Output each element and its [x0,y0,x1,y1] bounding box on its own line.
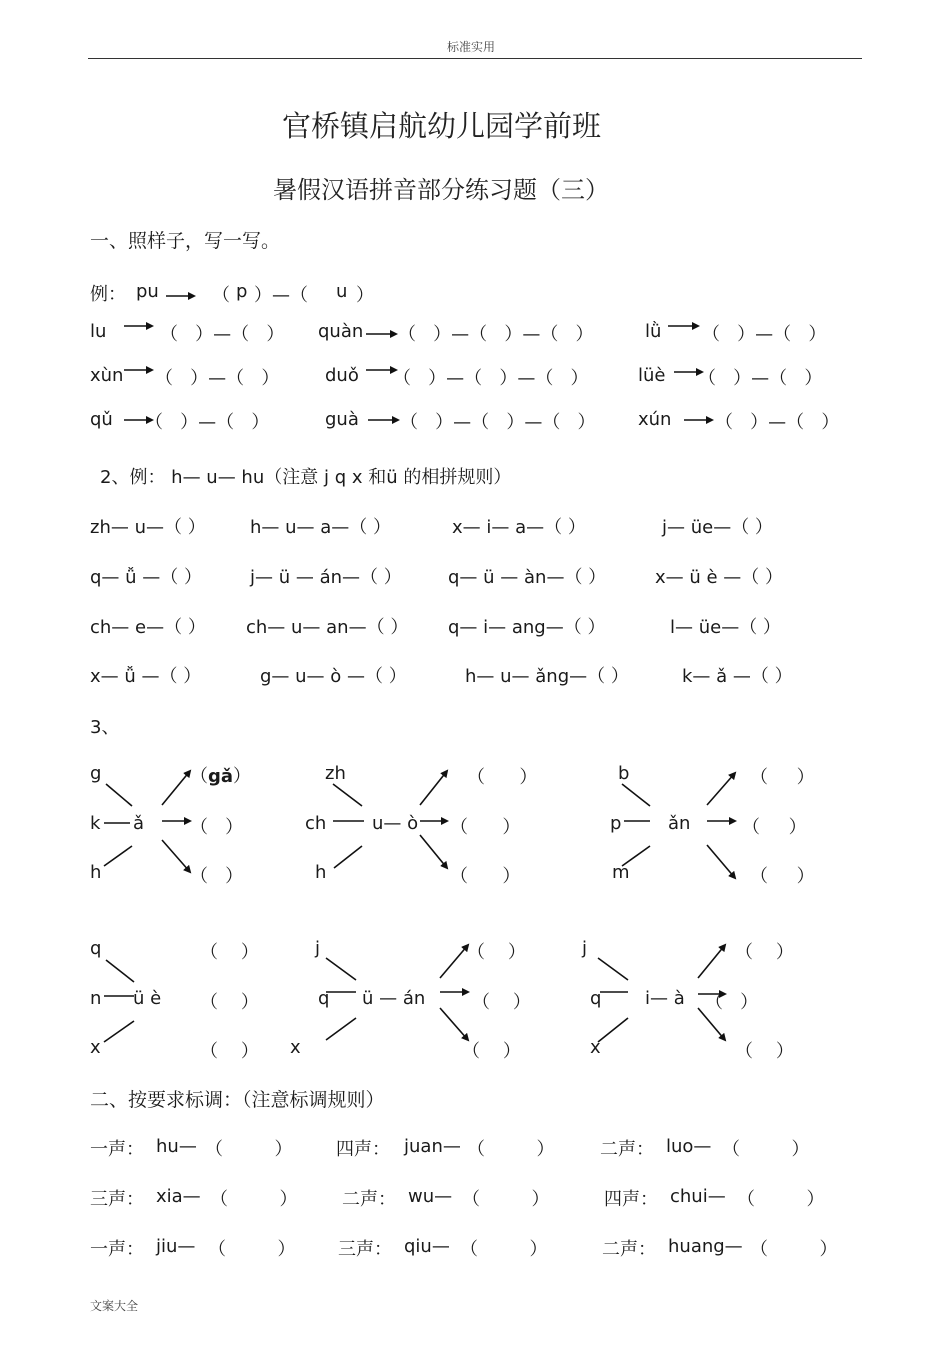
tone-r1c2-blank[interactable]: （ ） [467,1139,555,1160]
g6-answer-3[interactable]: （ ） [735,1041,794,1062]
blanks-r1c1[interactable]: （ ）—（ ） [160,324,285,345]
g2-answer-2[interactable]: （ ） [450,817,521,838]
g1-initial-3: h [90,862,102,883]
tone-r1c3-syl: luo— [666,1136,712,1157]
spell-r2c4[interactable]: x— ü è —（ ） [655,567,784,588]
blanks-r3c3[interactable]: （ ）—（ ） [715,412,840,433]
g3-initial-3: m [612,862,630,883]
g1-initial-2: k [90,813,101,834]
g4-final: ü è [133,988,162,1009]
blanks-r3c2[interactable]: （ ）—（ ）—（ ） [400,412,596,433]
g6-answer-2[interactable]: （ ） [705,992,759,1013]
tone-r2c2-label: 二声： [342,1189,396,1210]
tone-r1c3-blank[interactable]: （ ） [722,1139,810,1160]
tone-r2c2-blank[interactable]: （ ） [462,1189,550,1210]
g5-answer-1[interactable]: （ ） [467,942,526,963]
header-rule [88,58,862,59]
tone-r3c1-blank[interactable]: （ ） [208,1239,296,1260]
syllable-r2c1: xùn [90,365,124,386]
section1-heading: 一、照样子，写一写。 [90,230,281,252]
g3-initial-2: p [610,813,622,834]
blanks-r1c2[interactable]: （ ）—（ ）—（ ） [398,324,594,345]
spell-r4c4[interactable]: k— ǎ —（ ） [682,666,793,687]
tone-r1c3-label: 二声： [600,1139,654,1160]
g5-final: ü — án [362,988,426,1009]
tone-r1c1-blank[interactable]: （ ） [205,1139,293,1160]
g2-answer-3[interactable]: （ ） [450,866,521,887]
spell-r2c2[interactable]: j— ü — án—（ ） [250,567,402,588]
tone-r3c1-syl: jiu— [156,1236,196,1257]
g6-initial-3: x [590,1037,601,1058]
g3-answer-2[interactable]: （ ） [742,817,807,838]
g3-answer-3[interactable]: （ ） [750,866,815,887]
g4-answer-3[interactable]: （ ） [200,1041,259,1062]
g4-answer-2[interactable]: （ ） [200,992,259,1013]
spell-r4c2[interactable]: g— u— ò —（ ） [260,666,407,687]
g6-initial-2: q [590,988,602,1009]
g4-answer-1[interactable]: （ ） [200,942,259,963]
example-part-2: u [336,281,348,302]
section2-example: 2、例： h— u— hu（注意 j q x 和ü 的相拼规则） [100,467,512,488]
blanks-r2c3[interactable]: （ ）—（ ） [698,368,823,389]
tone-r1c2-label: 四声： [336,1139,390,1160]
tone-r3c2-syl: qiu— [404,1236,450,1257]
g5-initial-1: j [315,938,321,959]
tone-r1c1-syl: hu— [156,1136,197,1157]
spell-r2c1[interactable]: q— ǚ —（ ） [90,567,202,588]
section3-label: 3、 [90,717,120,738]
g5-initial-2: q [318,988,330,1009]
spell-r2c3[interactable]: q— ü — àn—（ ） [448,567,607,588]
spell-r3c3[interactable]: q— i— ang—（ ） [448,617,606,638]
spell-r3c4[interactable]: l— üe—（ ） [670,617,781,638]
example-close-2: ） [356,285,374,306]
g5-answer-2[interactable]: （ ） [472,992,531,1013]
blanks-r2c1[interactable]: （ ）—（ ） [155,368,280,389]
spell-r1c3[interactable]: x— i— a—（ ） [452,517,586,538]
g3-initial-1: b [618,763,630,784]
syllable-r1c3: lǜ [645,321,662,342]
example-syllable: pu [136,281,159,302]
g5-answer-3[interactable]: （ ） [462,1041,521,1062]
example-open-1: （ [212,285,230,306]
spell-r3c1[interactable]: ch— e—（ ） [90,617,206,638]
tone-r3c3-label: 二声： [602,1239,656,1260]
page-header: 标准实用 [447,40,496,54]
g1-answer-3[interactable]: （ ） [190,866,244,887]
tone-r2c2-syl: wu— [408,1186,453,1207]
g1-answer-2[interactable]: （ ） [190,817,244,838]
tone-r3c3-blank[interactable]: （ ） [750,1239,838,1260]
page-footer: 文案大全 [90,1299,139,1313]
tone-r2c1-label: 三声： [90,1189,144,1210]
g2-final: u— ò [372,813,419,834]
page-title: 官桥镇启航幼儿园学前班 [282,109,602,143]
syllable-r2c2: duǒ [325,365,359,386]
g1-answer-1[interactable]: （gǎ） [190,766,252,787]
syllable-r3c2: guà [325,409,359,430]
tone-r2c1-syl: xia— [156,1186,201,1207]
g2-answer-1[interactable]: （ ） [467,767,538,788]
tone-r1c2-syl: juan— [404,1136,461,1157]
tone-r2c3-label: 四声： [604,1189,658,1210]
tone-r3c2-blank[interactable]: （ ） [460,1239,548,1260]
g5-initial-3: x [290,1037,301,1058]
spell-r3c2[interactable]: ch— u— an—（ ） [246,617,409,638]
spell-r4c1[interactable]: x— ǚ —（ ） [90,666,202,687]
blanks-r3c1[interactable]: （ ）—（ ） [145,412,270,433]
syllable-r2c3: lüè [638,365,666,386]
section4-heading: 二、按要求标调：（注意标调规则） [90,1089,385,1111]
tone-r3c3-syl: huang— [668,1236,743,1257]
g6-final: i— à [645,988,685,1009]
g6-initial-1: j [582,938,588,959]
g4-initial-2: n [90,988,102,1009]
example-close-1: ）—（ [254,285,308,306]
g6-answer-1[interactable]: （ ） [735,942,794,963]
tone-r2c1-blank[interactable]: （ ） [210,1189,298,1210]
blanks-r2c2[interactable]: （ ）—（ ）—（ ） [393,368,589,389]
page-subtitle: 暑假汉语拼音部分练习题（三） [273,176,609,204]
g1-initial-1: g [90,763,102,784]
tone-r3c2-label: 三声： [338,1239,392,1260]
tone-r3c1-label: 一声： [90,1239,144,1260]
g2-initial-3: h [315,862,327,883]
g4-initial-3: x [90,1037,101,1058]
g3-final: ǎn [668,813,691,834]
spell-r1c1[interactable]: zh— u—（ ） [90,517,206,538]
example-part-1: p [236,281,248,302]
tone-r1c1-label: 一声： [90,1139,144,1160]
g4-initial-1: q [90,938,102,959]
tone-r2c3-blank[interactable]: （ ） [737,1189,825,1210]
spell-r1c2[interactable]: h— u— a—（ ） [250,517,392,538]
g3-answer-1[interactable]: （ ） [750,767,815,788]
syllable-r1c1: lu [90,321,107,342]
g2-initial-1: zh [325,763,346,784]
g1-final: ǎ [133,813,145,834]
syllable-r1c2: quàn [318,321,364,342]
syllable-r3c1: qǔ [90,409,113,430]
blanks-r1c3[interactable]: （ ）—（ ） [702,324,827,345]
spell-r4c3[interactable]: h— u— ǎng—（ ） [465,666,629,687]
tone-r2c3-syl: chui— [670,1186,726,1207]
g2-initial-2: ch [305,813,327,834]
spell-r1c4[interactable]: j— üe—（ ） [662,517,773,538]
syllable-r3c3: xún [638,409,672,430]
example-prefix: 例： [90,284,126,305]
g1-answer-1-text: gǎ [208,766,234,787]
